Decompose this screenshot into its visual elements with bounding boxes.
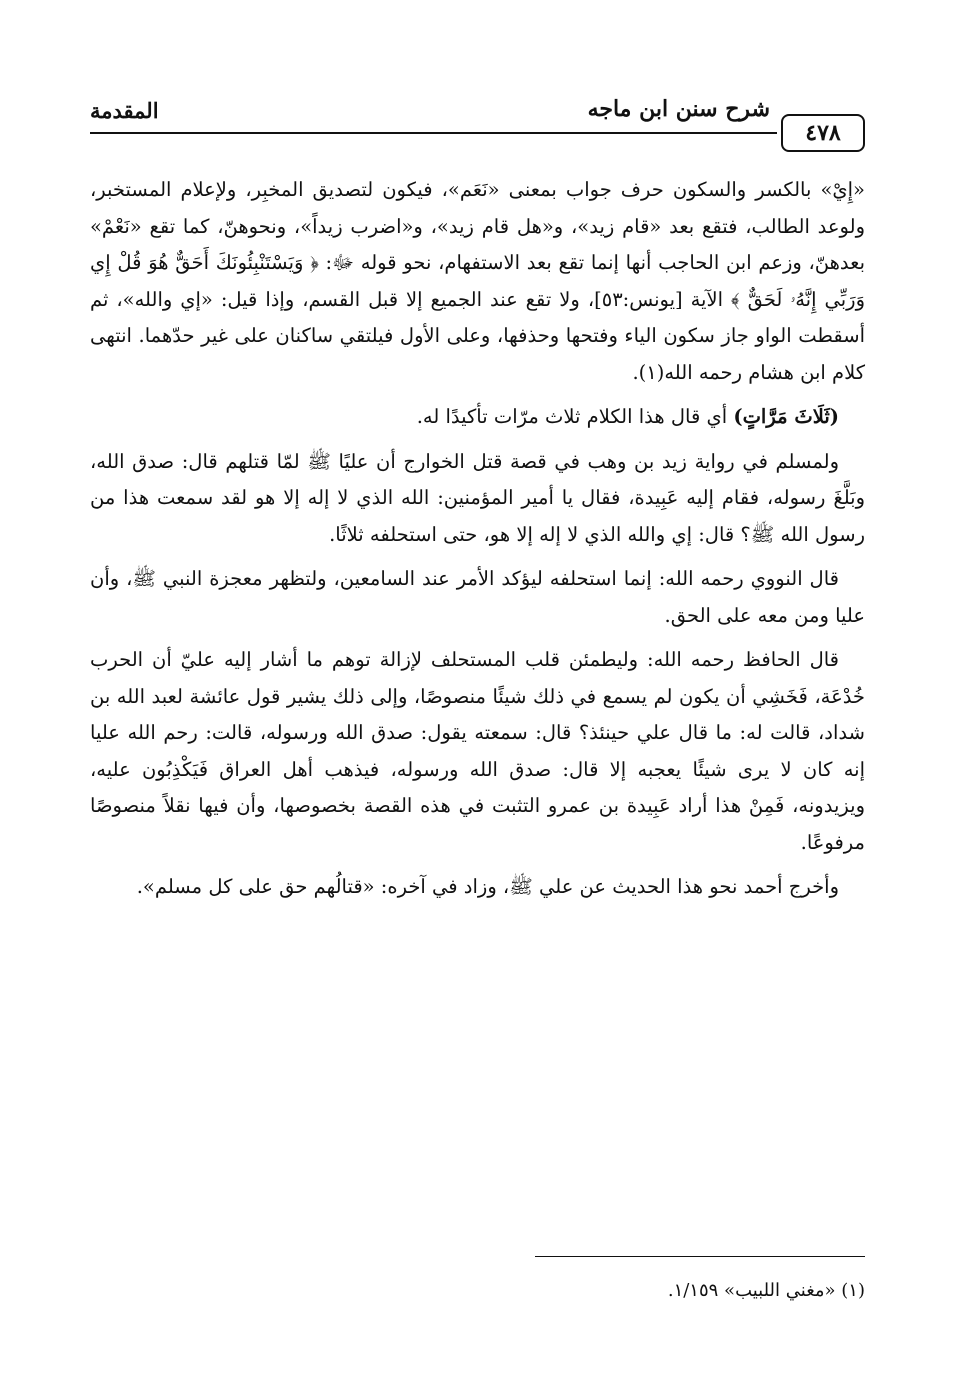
footnote: (١) «مغني اللبيب» ١/١٥٩.: [667, 1280, 865, 1301]
lemma-phrase: (ثَلَاثَ مَرَّاتٍ): [733, 405, 839, 428]
section-title: المقدمة: [90, 98, 159, 123]
lemma-explanation: أي قال هذا الكلام ثلاث مرّات تأكيدًا له.: [416, 405, 734, 428]
footnote-rule: [535, 1256, 865, 1257]
paragraph-ahmad: وأخرج أحمد نحو هذا الحديث عن علي ﷺ، وزاد في آخره: «قتالُهم حق على كل مسلم».: [136, 875, 839, 898]
header-rule: [90, 132, 777, 134]
page-number: ٤٧٨: [781, 114, 865, 152]
paragraph-nawawi: قال النووي رحمه الله: إنما استحلفه ليؤكد الأمر عند السامعين، ولتظهر معجزة النبي ﷺ، وأن عليا ومن معه على الحق.: [90, 567, 865, 627]
paragraph-continuation: «إِيْ» بالكسر والسكون حرف جواب بمعنى «نَعَم»، فيكون لتصديق المخبِر، ولإعلام المستخبر، ولوعد الطالب، فتقع بعد «قام زيد»، و«هل قام زيد»، و«اضرب زيداً»، ونحوهنّ، كما تقع «نَعْمْ» بعدهنّ، وزعم ابن الحاجب أنها إنما تقع بعد الاستفهام، نحو قوله ﷻ: ﴿ وَيَسْتَنْبِئُونَكَ أَحَقٌّ هُوَ قُلْ إِي وَرَبِّي إِنَّهُۥ لَحَقٌّ ﴾ الآية [يونس:٥٣]، ولا تقع عند الجميع إلا قبل القسم، وإذا قيل: «إي والله»، ثم أسقطت الواو جاز سكون الياء وفتحها وحذفها، وعلى الأول فيلتقي ساكنان على غير حدّهما. انتهى كلام ابن هشام رحمه الله(١).: [90, 178, 865, 384]
paragraph-hafiz: قال الحافظ رحمه الله: وليطمئن قلب المستحلف لإزالة توهم ما أشار إليه عليّ أن الحرب خُدْعَة، فَخَشِي أن يكون لم يسمع في ذلك شيئًا منصوصًا، وإلى ذلك يشير قول عائشة لعبد الله بن شداد، قالت له: ما قال علي حينئذ؟ قال: سمعته يقول: صدق الله ورسوله، قالت: رحم الله عليا إنه كان لا يرى شيئًا يعجبه إلا قال: صدق الله ورسوله، فيذهب أهل العراق فَيَكْذِبُون عليه، ويزيدونه، فَمِنْ هذا أراد عَبِيدة بن عمرو التثبت في هذه القصة بخصوصها، وأن فيها نقلاً منصوصًا مرفوعًا.: [90, 648, 865, 854]
page-header: [90, 90, 865, 152]
paragraph-muslim-narration: ولمسلم في رواية زيد بن وهب في قصة قتل الخوارج أن عليًا ﷺ لمّا قتلهم قال: صدق الله، وبَلَّغَ رسوله، فقام إليه عَبِيدة، فقال يا أمير المؤمنين: الله الذي لا إله إلا هو لقد سمعت هذا من رسول الله ﷺ؟ قال: إي والله الذي لا إله إلا هو، حتى استحلفه ثلاثًا.: [90, 449, 865, 546]
main-text: [90, 172, 865, 914]
paragraph-lemma: [90, 399, 865, 436]
book-title: شرح سنن ابن ماجه: [587, 96, 770, 122]
